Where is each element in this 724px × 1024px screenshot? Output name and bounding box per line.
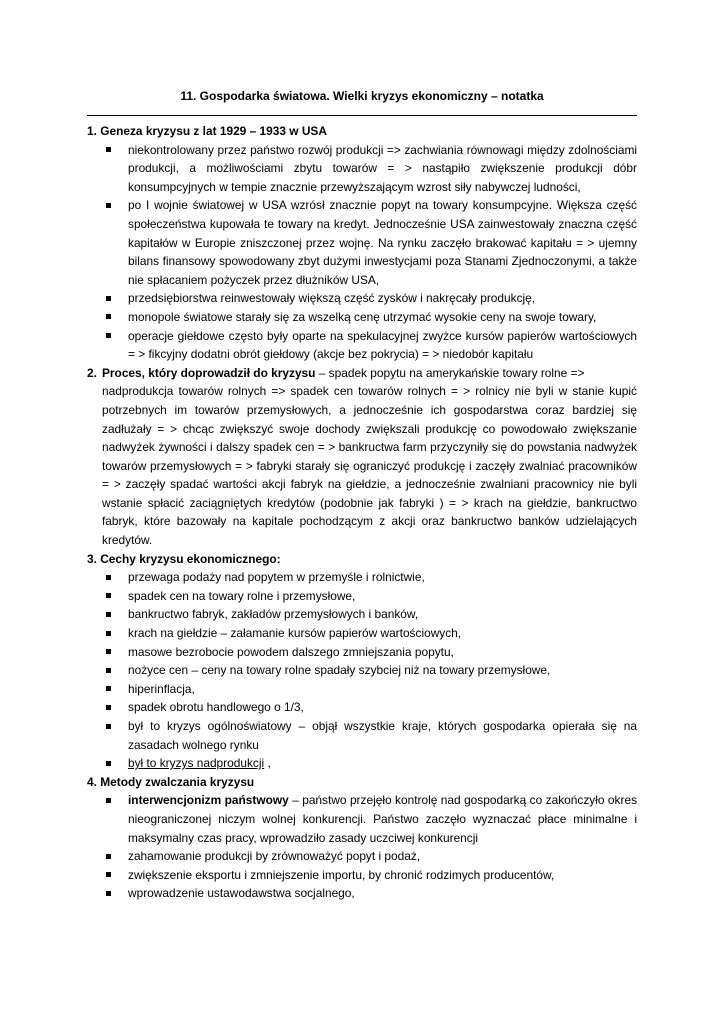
- list-item: krach na giełdzie – załamanie kursów papierów wartościowych,: [87, 624, 637, 643]
- item-rest-text: – państwo przejęło kontrolę nad gospodarką co zakończyło okres nieograniczonej niczym wolnej konkurencji. Państwo zaczęło wyznaczać płace minimalne i maksymalny czas pracy, wprowadziło zasady uczciwej konkurencji: [128, 793, 638, 845]
- list-item: zahamowanie produkcji by zrównoważyć popyt i podaż,: [87, 847, 637, 866]
- list-item: był to kryzys ogólnoświatowy – objął wszystkie kraje, których gospodarka opierała się na zasadach wolnego rynku: [87, 717, 637, 754]
- section-2-first-line: [87, 364, 637, 383]
- list-item: masowe bezrobocie powodem dalszego zmniejszania popytu,: [87, 643, 637, 662]
- list-item: monopole światowe starały się za wszelką cenę utrzymać wysokie ceny na swoje towary,: [87, 308, 637, 327]
- bold-lead-text: interwencjonizm państwowy: [128, 793, 289, 808]
- list-item: operacje giełdowe często były oparte na spekulacyjnej zwyżce kursów papierów wartościowych = > fikcyjny dodatni obrót giełdowy (akcje bez pokrycia) = > niedobór kapitału: [87, 327, 637, 364]
- list-item: po I wojnie światowej w USA wzrósł znacznie popyt na towary konsumpcyjne. Większa część społeczeństwa kupowała te towary na kredyt. Jednocześnie USA zainwestowały znaczna część kapitałów w Europie zniszczonej przez wojnę. Na rynku zaczęło brakować kapitału = > ujemny bilans finansowy spowodowany zbyt dużymi inwestycjami poza Stanami Zjednoczonymi, a także nie spłacaniem pożyczek przez dłużników USA,: [87, 196, 637, 289]
- section-4-list: [87, 791, 637, 903]
- section-2-paragraph: [87, 364, 637, 550]
- list-item: niekontrolowany przez państwo rozwój produkcji => zachwiania równowagi między zdolnościami produkcji, a możliwościami zbytu towarów = > nastąpiło zwiększenie produkcji dóbr konsumpcyjnych w tempie znacznie przewyższającym wzrost siły nabywczej ludności,: [87, 141, 637, 197]
- section-1-heading: 1. Geneza kryzysu z lat 1929 – 1933 w USA: [87, 124, 327, 138]
- section-2-heading: Proces, który doprowadził do kryzysu: [102, 365, 316, 380]
- list-item-interwencjonizm: [87, 791, 637, 847]
- list-item: spadek cen na towary rolne i przemysłowe,: [87, 587, 637, 606]
- title-underline: [87, 115, 637, 116]
- list-item: spadek obrotu handlowego o 1/3,: [87, 698, 637, 717]
- section-4-heading: 4. Metody zwalczania kryzysu: [87, 774, 255, 789]
- underlined-text: był to kryzys nadprodukcji: [128, 756, 265, 771]
- underlined-suffix: ,: [264, 756, 271, 771]
- section-1-list: [87, 141, 637, 364]
- section-2-text: nadprodukcja towarów rolnych => spadek cen towarów rolnych = > rolnicy nie byli w stanie kupić potrzebnych im towarów przemysłowych, a jednocześnie ich gospodarstwa coraz bardziej się zadłużały = > chcąc zwiększyć swoje dochody zwiększali produkcję co powodowało zwiększanie nadwyżek żywności i dalszy spadek cen = > bankructwa farm przyczyniły się do powstania nadwyżek towarów przemysłowych = > fabryki starały się ograniczyć produkcję i zaczęły zwalniać pracowników = > zaczęły spadać wartości akcji fabryk na giełdzie, a jednocześnie zwalniani pracownicy nie byli wstanie spłacić zaciągniętych kredytów (podobnie jak fabryki ) = > krach na giełdzie, bankructwo fabryk, które bazowały na kapitale pochodzącym z akcji oraz bankructwo banków udzielających kredytów.: [102, 384, 637, 548]
- list-item: hiperinflacja,: [87, 680, 637, 699]
- section-2-first-line-text: – spadek popytu na amerykańskie towary rolne =>: [315, 365, 585, 380]
- document-title: 11. Gospodarka światowa. Wielki kryzys ekonomiczny – notatka: [180, 89, 544, 103]
- list-item: bankructwo fabryk, zakładów przemysłowych i banków,: [87, 605, 637, 624]
- list-item: zwiększenie eksportu i zmniejszenie importu, by chronić rodzimych producentów,: [87, 866, 637, 885]
- section-3-heading: 3. Cechy kryzysu ekonomicznego:: [87, 551, 281, 566]
- section-3-list: [87, 568, 637, 773]
- list-item-underlined: [87, 754, 637, 773]
- list-item: wprowadzenie ustawodawstwa socjalnego,: [87, 884, 637, 903]
- list-item: nożyce cen – ceny na towary rolne spadały szybciej niż na towary przemysłowe,: [87, 661, 637, 680]
- section-2-number: 2.: [87, 365, 97, 380]
- list-item: przedsiębiorstwa reinwestowały większą część zysków i nakręcały produkcję,: [87, 289, 637, 308]
- list-item: przewaga podaży nad popytem w przemyśle i rolnictwie,: [87, 568, 637, 587]
- document-body: [87, 122, 637, 903]
